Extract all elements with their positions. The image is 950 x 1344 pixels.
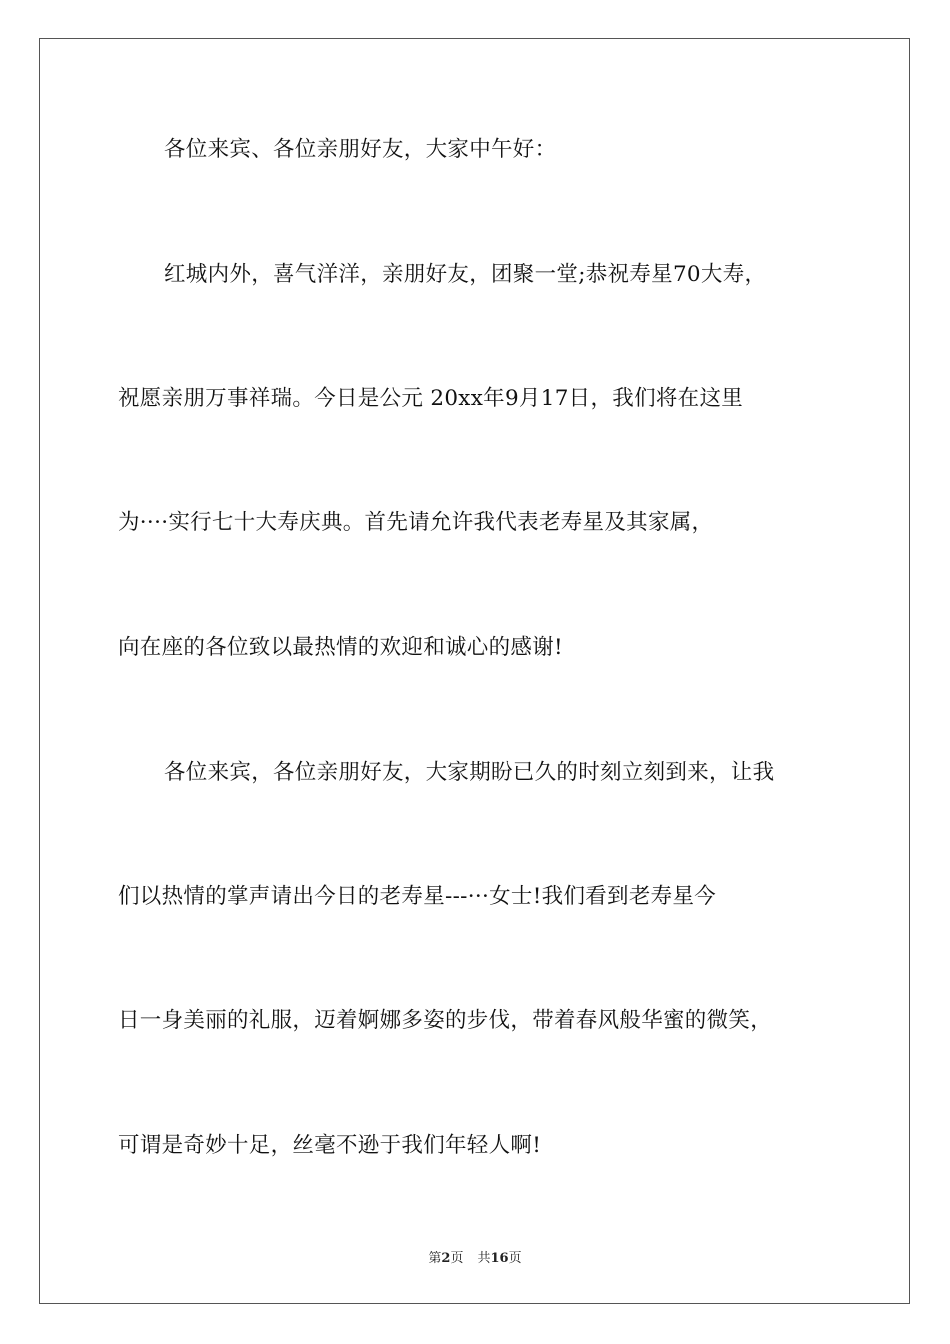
paragraph-line-5: 向在座的各位致以最热情的欢迎和诚心的感谢! — [118, 635, 563, 660]
footer-page-number: 2 — [441, 1251, 451, 1266]
paragraph-line-2: 红城内外，喜气洋洋，亲朋好友，团聚一堂;恭祝寿星70大寿， — [164, 262, 767, 287]
paragraph-line-3: 祝愿亲朋万事祥瑞。今日是公元 20xx年9月17日，我们将在这里 — [118, 386, 744, 411]
paragraph-line-4: 为····实行七十大寿庆典。首先请允许我代表老寿星及其家属， — [118, 510, 714, 535]
paragraph-line-6: 各位来宾，各位亲朋好友，大家期盼已久的时刻立刻到来，让我 — [164, 760, 775, 785]
paragraph-line-7: 们以热情的掌声请出今日的老寿星---···女士!我们看到老寿星今 — [118, 884, 717, 909]
page-footer — [0, 1247, 950, 1266]
paragraph-line-9: 可谓是奇妙十足，丝毫不逊于我们年轻人啊! — [118, 1133, 542, 1158]
footer-page-suffix: 页 — [450, 1251, 464, 1266]
paragraph-line-1: 各位来宾、各位亲朋好友，大家中午好： — [164, 137, 557, 162]
footer-total-prefix: 共 — [477, 1251, 491, 1266]
paragraph-line-8: 日一身美丽的礼服，迈着婀娜多姿的步伐，带着春风般华蜜的微笑， — [118, 1008, 773, 1033]
page-border — [39, 38, 910, 1304]
footer-total-suffix: 页 — [508, 1251, 522, 1266]
footer-page-prefix: 第 — [428, 1251, 442, 1266]
footer-total-pages: 16 — [490, 1251, 509, 1266]
